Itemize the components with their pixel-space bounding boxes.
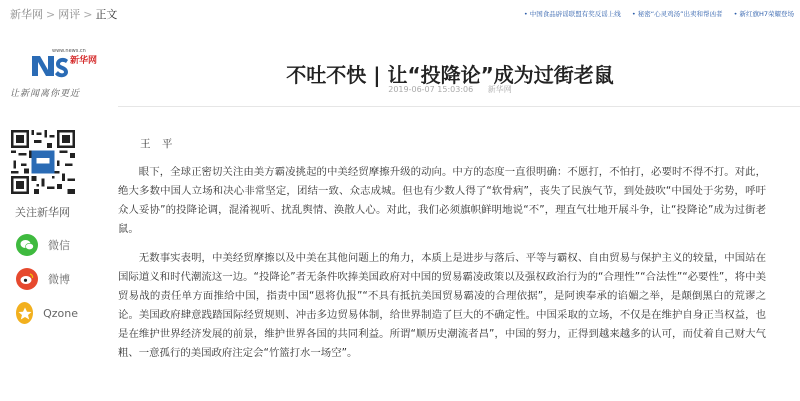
- logo-slogan: 让新闻离你更近: [10, 89, 81, 99]
- wechat-icon: [16, 234, 38, 256]
- weibo-icon: [16, 268, 38, 290]
- article-title: 不吐不快 | 让“投降论”成为过街老鼠: [286, 63, 614, 88]
- share-qzone-label: Qzone: [43, 306, 78, 320]
- share-wechat-button[interactable]: [8, 228, 78, 262]
- article-meta: [150, 84, 750, 95]
- share-weibo-label: 微博: [48, 273, 70, 286]
- site-logo[interactable]: [8, 40, 108, 110]
- breadcrumb-separator: >: [83, 8, 93, 21]
- top-links: [515, 9, 794, 18]
- article-source[interactable]: 新华网: [487, 85, 512, 94]
- qr-code-icon: [11, 130, 75, 194]
- follow-label: 关注新华网: [15, 206, 70, 219]
- logo-brand: 新华网: [70, 56, 98, 66]
- breadcrumb: [10, 6, 117, 22]
- share-weibo-button[interactable]: [8, 262, 78, 296]
- article-author: 王 平: [140, 138, 177, 150]
- article-body: [118, 136, 766, 373]
- breadcrumb-link-commentary[interactable]: 网评: [58, 8, 81, 21]
- article-date: 2019-06-07 15:03:06: [388, 85, 474, 94]
- share-wechat-label: 微信: [48, 239, 70, 252]
- breadcrumb-current: 正文: [95, 8, 118, 21]
- top-link-label: 新红旗H7荣耀登场: [739, 10, 794, 18]
- xinhua-logo-icon: [30, 44, 98, 80]
- share-sidebar: [8, 130, 78, 330]
- breadcrumb-link-xinhuanet[interactable]: 新华网: [10, 8, 43, 21]
- top-link[interactable]: • 中国食品辟谣联盟有奖反谣上线: [523, 10, 621, 18]
- logo-site-text: www.news.cn: [52, 48, 86, 54]
- share-qzone-button[interactable]: [8, 296, 78, 330]
- top-link[interactable]: • 秘密“心灵鸡汤”出卖和帮凶者: [631, 10, 723, 18]
- article-paragraph: 无数事实表明，中美经贸摩擦以及中美在其他问题上的角力，本质上是进步与落后、平等与霸权、自由贸易与保护主义的较量，中国站在国际道义和时代潮流这一边。“投降论”者无条件吹捧美国政府对中国的贸易霸凌政策以及强权政治行为的“合理性”“合法性”“必要性”，将中美贸易战的责任单方面推给中国，指责中国“恩将仇报”“不具有抵抗美国贸易霸凌的合理依据”，是阿谀奉承的谄媚之举，是颠倒黑白的荒谬之论。美国政府肆意践踏国际经贸规则、冲击多边贸易体制，给世界制造了巨大的不确定性。中国采取的立场，不仅是在维护自身正当权益，也是在维护世界经济发展的前景，维护世界各国的共同利益。所谓“顺历史潮流者昌”，中国的努力，正得到越来越多的认可，而仗着自己财大气粗、一意孤行的美国政府注定会“竹篮打水一场空”。: [118, 252, 766, 359]
- qzone-icon: [16, 302, 33, 324]
- top-link-label: 秘密“心灵鸡汤”出卖和帮凶者: [637, 10, 723, 18]
- top-bar: [0, 0, 800, 26]
- top-link-label: 中国食品辟谣联盟有奖反谣上线: [529, 10, 621, 18]
- header-divider: [118, 106, 800, 107]
- breadcrumb-separator: >: [46, 8, 56, 21]
- article-paragraph: 眼下，全球正密切关注由美方霸凌挑起的中美经贸摩擦升级的动向。中方的态度一直很明确：不愿打，不怕打，必要时不得不打。对此，绝大多数中国人立场和决心非常坚定，团结一致、众志成城。但也有少数人得了“软骨病”，丧失了民族气节，到处鼓吹“中国处于劣势，呼吁众人妥协”的投降论调，混淆视听、扰乱舆情、涣散人心。对此，我们必须旗帜鲜明地说“不”，理直气壮地开展斗争，让“投降论”成为过街老鼠。: [118, 166, 766, 235]
- top-link[interactable]: • 新红旗H7荣耀登场: [733, 10, 794, 18]
